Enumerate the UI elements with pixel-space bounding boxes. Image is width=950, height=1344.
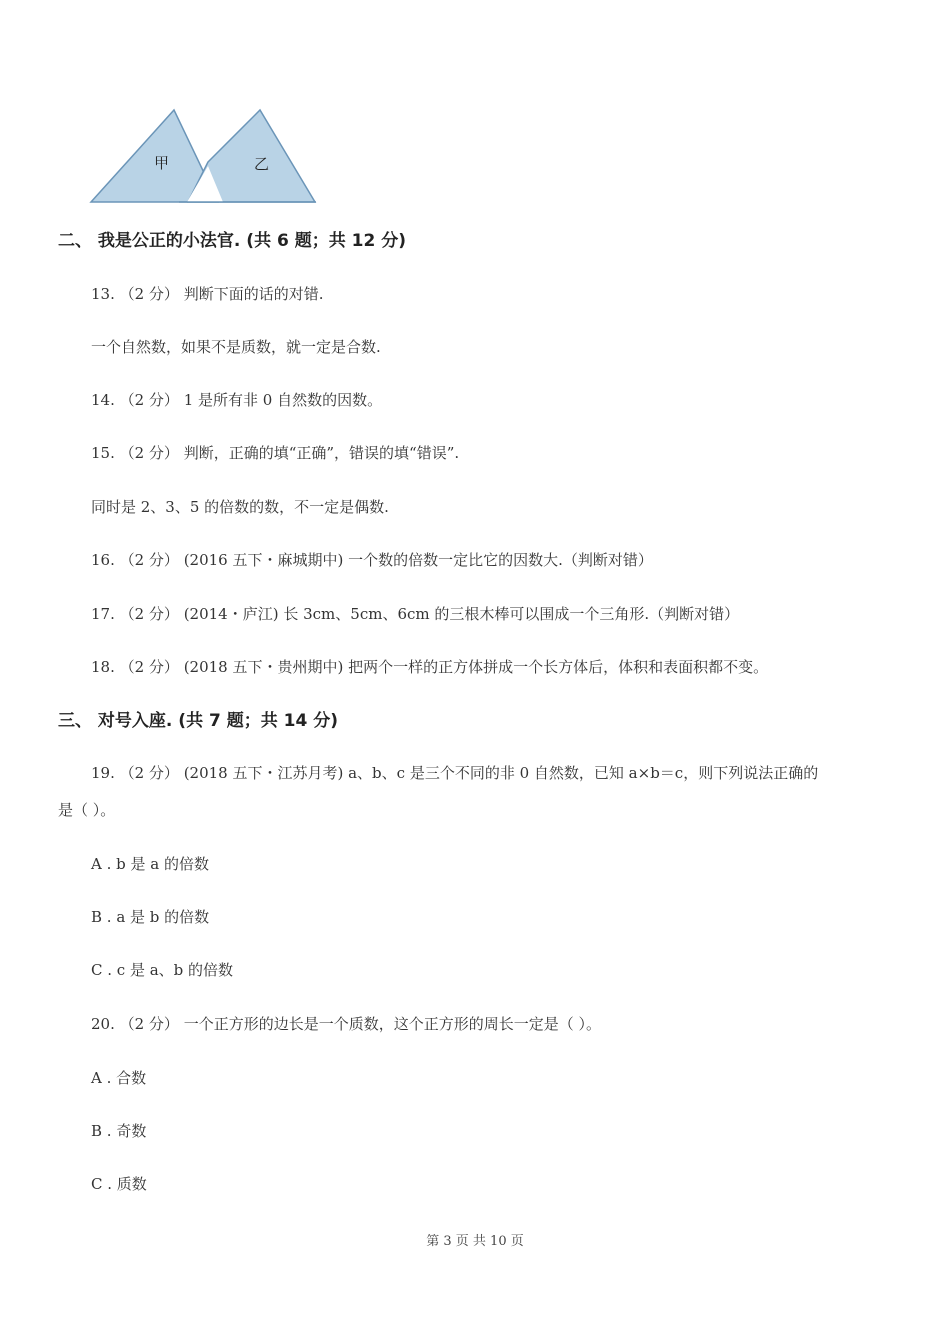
question-16: 16. （2 分） (2016 五下・麻城期中) 一个数的倍数一定比它的因数大.（判断对错） (91, 551, 653, 569)
question-20: 20. （2 分） 一个正方形的边长是一个质数，这个正方形的周长一定是（ ）。 (91, 1015, 601, 1033)
triangle-figure (88, 104, 320, 208)
question-19: 19. （2 分） (2018 五下・江苏月考) a、b、c 是三个不同的非 0 自然数，已知 a×b＝c，则下列说法正确的 (91, 764, 819, 782)
page-number: 第 3 页 共 10 页 (426, 1234, 524, 1249)
question-19-option-a: A . b 是 a 的倍数 (91, 855, 209, 873)
question-13: 13. （2 分） 判断下面的话的对错. (91, 285, 324, 303)
question-20-option-a: A . 合数 (91, 1069, 147, 1087)
question-15-statement: 同时是 2、3、5 的倍数的数，不一定是偶数. (91, 498, 389, 516)
question-15: 15. （2 分） 判断，正确的填“正确”，错误的填“错误”. (91, 444, 460, 462)
question-19-continuation: 是（ ）。 (58, 801, 116, 819)
label-yi: 乙 (254, 155, 270, 173)
question-14: 14. （2 分） 1 是所有非 0 自然数的因数。 (91, 391, 383, 409)
section3-heading: 三、 对号入座. (共 7 题；共 14 分) (58, 711, 338, 731)
question-19-option-b: B . a 是 b 的倍数 (91, 908, 210, 926)
question-20-option-c: C . 质数 (91, 1175, 147, 1193)
section2-heading: 二、 我是公正的小法官. (共 6 题；共 12 分) (58, 231, 406, 251)
question-19-option-c: C . c 是 a、b 的倍数 (91, 961, 234, 979)
question-20-option-b: B . 奇数 (91, 1122, 147, 1140)
question-17: 17. （2 分） (2014・庐江) 长 3cm、5cm、6cm 的三根木棒可以围成一个三角形.（判断对错） (91, 605, 740, 623)
question-13-statement: 一个自然数，如果不是质数，就一定是合数. (91, 338, 381, 356)
question-18: 18. （2 分） (2018 五下・贵州期中) 把两个一样的正方体拼成一个长方体后，体积和表面积都不变。 (91, 658, 769, 676)
label-jia: 甲 (154, 154, 170, 172)
